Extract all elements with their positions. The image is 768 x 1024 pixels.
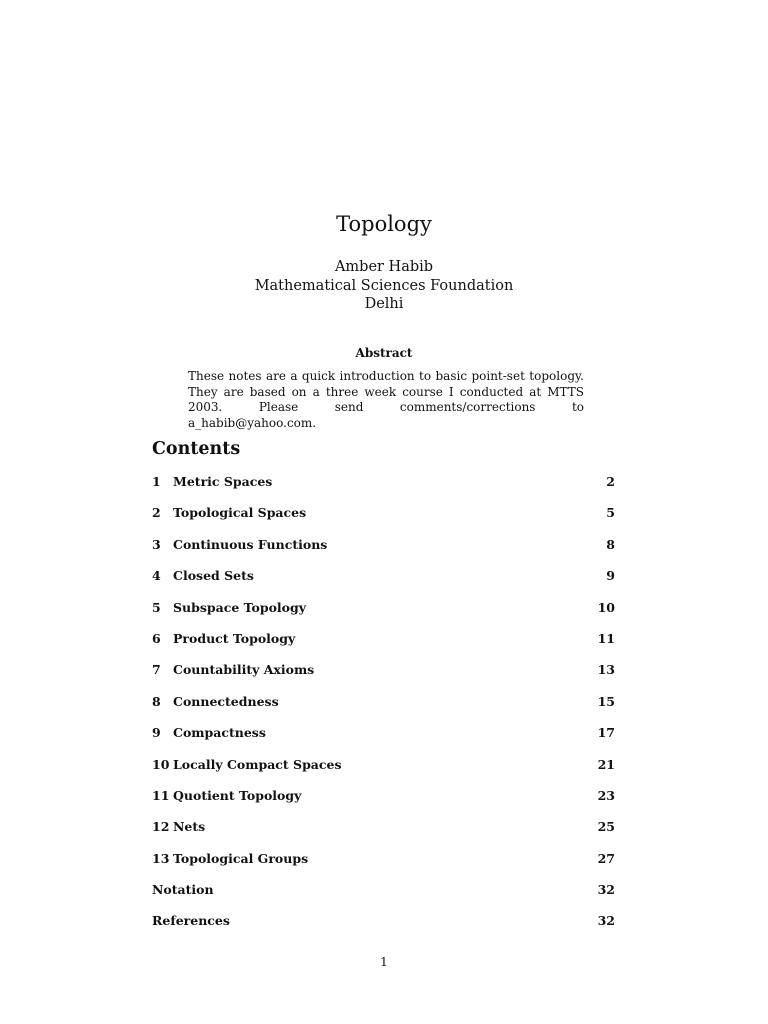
toc-entry-page: 8 <box>606 536 615 552</box>
toc-entry-page: 10 <box>597 599 615 615</box>
author-name: Amber Habib <box>334 259 434 275</box>
toc-entry-label <box>152 819 205 834</box>
table-of-contents <box>152 474 615 945</box>
toc-entry-number: 1 <box>152 474 161 489</box>
toc-entry-title: Quotient Topology <box>173 787 302 803</box>
toc-entry-number: 5 <box>152 599 161 615</box>
abstract-heading: Abstract <box>355 346 413 360</box>
toc-entry-number: 13 <box>152 850 170 866</box>
toc-entry-title: Countability Axioms <box>173 662 315 678</box>
toc-entry-page: 2 <box>606 474 615 489</box>
toc-entry-label <box>152 505 306 520</box>
toc-entry-page: 17 <box>597 725 615 741</box>
toc-entry-page: 9 <box>606 568 615 584</box>
toc-entry-title: Connectedness <box>173 693 279 709</box>
toc-entry[interactable] <box>152 913 615 944</box>
toc-entry-label <box>152 851 308 866</box>
document-title: Topology <box>336 212 432 236</box>
toc-entry-title: Notation <box>152 882 214 898</box>
toc-entry[interactable] <box>152 505 615 536</box>
toc-entry[interactable] <box>152 600 615 631</box>
toc-entry-title: Locally Compact Spaces <box>173 756 342 772</box>
toc-entry-title: Nets <box>173 819 206 835</box>
toc-entry-page: 25 <box>597 819 615 835</box>
toc-entry[interactable] <box>152 568 615 599</box>
toc-entry-page: 21 <box>597 756 615 772</box>
toc-entry-page: 11 <box>597 630 615 646</box>
abstract-text: These notes are a quick introduction to basic point-set topology. They are based on a three week course I conducted at MTTS 2003. Please send comments/corrections to a_habib@yahoo.com. <box>188 369 584 430</box>
toc-entry-page: 5 <box>606 505 615 521</box>
toc-entry-label <box>152 788 301 803</box>
toc-entry-label <box>152 913 230 928</box>
author-block <box>0 258 768 314</box>
toc-entry[interactable] <box>152 662 615 693</box>
page-number: 1 <box>380 955 388 969</box>
toc-entry-page: 13 <box>597 662 615 678</box>
toc-entry-label <box>152 631 295 646</box>
toc-entry[interactable] <box>152 882 615 913</box>
author-city: Delhi <box>364 296 404 312</box>
toc-entry[interactable] <box>152 474 615 505</box>
toc-entry-number: 10 <box>152 756 170 772</box>
toc-entry-label <box>152 757 342 772</box>
toc-entry-number: 8 <box>152 693 161 709</box>
toc-entry-number: 4 <box>152 568 161 584</box>
toc-entry-title: Subspace Topology <box>173 599 307 615</box>
toc-entry-label <box>152 568 254 583</box>
toc-entry[interactable] <box>152 851 615 882</box>
toc-entry-label <box>152 882 214 897</box>
toc-entry-number: 6 <box>152 630 161 646</box>
toc-entry-label <box>152 600 306 615</box>
toc-entry-label <box>152 725 266 740</box>
author-affiliation: Mathematical Sciences Foundation <box>254 277 514 294</box>
toc-entry[interactable] <box>152 788 615 819</box>
toc-entry-title: Topological Groups <box>173 850 309 866</box>
toc-entry-page: 15 <box>597 693 615 709</box>
toc-entry-number: 12 <box>152 819 170 835</box>
toc-entry-number: 3 <box>152 536 161 552</box>
toc-entry-number: 11 <box>152 787 170 803</box>
toc-entry-page: 32 <box>597 882 615 898</box>
toc-entry-number: 2 <box>152 505 161 521</box>
toc-entry-number: 9 <box>152 725 161 741</box>
toc-entry-page: 32 <box>597 913 615 929</box>
toc-entry-title: References <box>152 913 230 929</box>
toc-entry[interactable] <box>152 725 615 756</box>
toc-entry-label <box>152 474 272 489</box>
toc-entry-title: Continuous Functions <box>173 536 328 552</box>
toc-entry[interactable] <box>152 757 615 788</box>
toc-entry-label <box>152 662 314 677</box>
toc-entry-label <box>152 694 279 709</box>
toc-entry-page: 23 <box>597 787 615 803</box>
toc-entry[interactable] <box>152 631 615 662</box>
toc-entry[interactable] <box>152 819 615 850</box>
toc-entry-title: Compactness <box>173 725 266 741</box>
toc-entry-title: Product Topology <box>173 630 296 646</box>
toc-entry-label <box>152 537 327 552</box>
toc-entry-title: Closed Sets <box>173 568 254 584</box>
toc-entry[interactable] <box>152 694 615 725</box>
toc-entry[interactable] <box>152 537 615 568</box>
contents-heading: Contents <box>152 439 241 459</box>
toc-entry-number: 7 <box>152 662 161 678</box>
toc-entry-title: Topological Spaces <box>173 505 307 521</box>
toc-entry-page: 27 <box>597 850 615 866</box>
toc-entry-title: Metric Spaces <box>173 474 273 489</box>
